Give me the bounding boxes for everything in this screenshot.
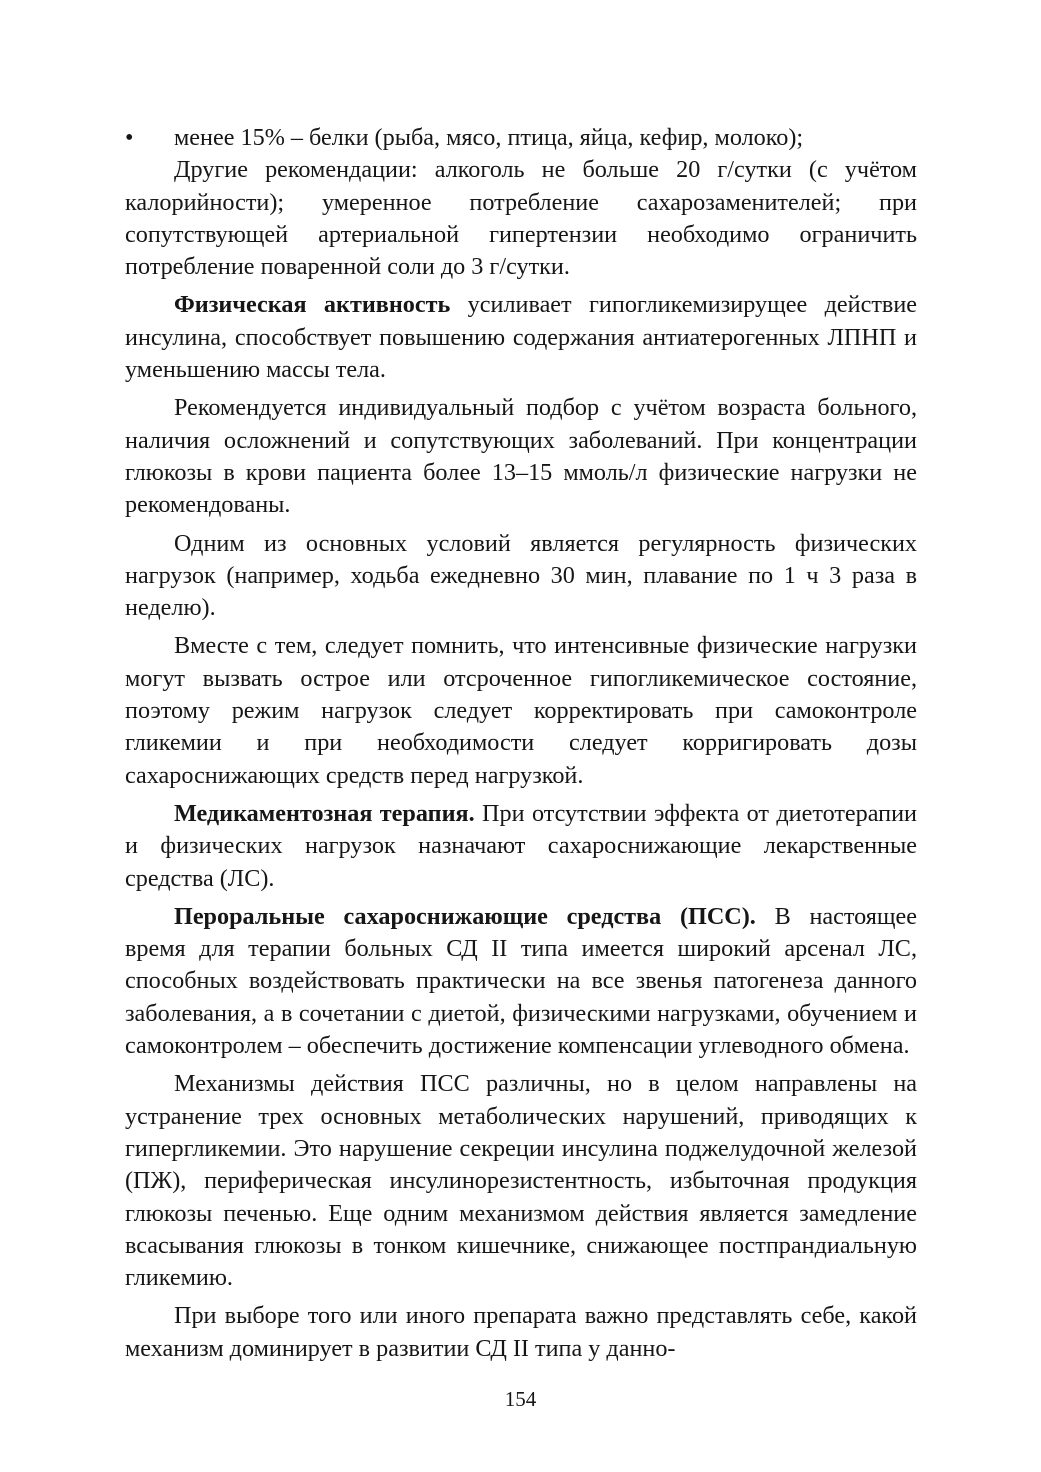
paragraph-text: Механизмы действия ПСС различны, но в целом направлены на устранение трех основных метаболических нарушений, приводящих к гипергликемии. Это нарушение секреции инсулина поджелудочной железой (ПЖ), периферическая инсулинорезистентность, избыточная продукция глюкозы печенью. Еще одним механизмом действия является замедление всасывания глюкозы в тонком кишечнике, снижающее постпрандиальную гликемию. (125, 1070, 917, 1292)
paragraph-heading: Физическая активность (174, 291, 451, 319)
paragraph-regularity (125, 528, 917, 625)
paragraph-text: Вместе с тем, следует помнить, что интенсивные физические нагрузки могут вызвать острое или отсроченное гипогликемическое состояние, поэтому режим нагрузок следует корректировать при самоконтроле гликемии и при необходимости следует корригировать дозы сахароснижающих средств перед нагрузкой. (125, 632, 917, 789)
paragraph-text: усиливает гипогликемизирущее действие инсулина, способствует повышению содержания антиатерогенных ЛПНП и уменьшению массы тела. (125, 291, 918, 384)
paragraph-text: При выборе того или иного препарата важно представлять себе, какой механизм доминирует в развитии СД II типа у данно- (125, 1302, 917, 1362)
paragraph-mechanisms (125, 1068, 917, 1294)
paragraph-oral-agents (125, 901, 917, 1062)
paragraph-drug-therapy (125, 798, 917, 895)
bullet-item (125, 122, 917, 154)
paragraph-text: В настоящее время для терапии больных СД II типа имеется широкий арсенал ЛС, способных воздействовать практически на все звенья патогенеза данного заболевания, а в сочетании с диетой, физическими нагрузками, обучением и самоконтролем – обеспечить достижение компенсации углеводного обмена. (125, 902, 917, 1060)
paragraph-text: Одним из основных условий является регулярность физических нагрузок (например, ходьба ежедневно 30 мин, плавание по 1 ч 3 раза в неделю). (125, 529, 917, 622)
paragraph-heading: Медикаментозная терапия. (174, 799, 475, 827)
paragraph-drug-choice (125, 1300, 917, 1365)
paragraph-text: Рекомендуется индивидуальный подбор с учётом возраста больного, наличия осложнений и сопутствующих заболеваний. При концентрации глюкозы в крови пациента более 13–15 ммоль/л физические нагрузки не рекомендованы. (125, 394, 917, 519)
paragraph-other-recommendations (125, 154, 917, 283)
bullet-marker: • (125, 124, 134, 151)
paragraph-text: Другие рекомендации: алкоголь не больше 20 г/сутки (с учётом калорийности); умеренное потребление сахарозаменителей; при сопутствующей артериальной гипертензии необходимо ограничить потребление поваренной соли до 3 г/сутки. (125, 156, 917, 281)
page-body (125, 122, 917, 1365)
paragraph-individual-selection (125, 392, 917, 521)
paragraph-heading: Пероральные сахароснижающие средства (ПСС). (174, 902, 756, 930)
paragraph-hypoglycemia-warning (125, 630, 917, 791)
page-number: 154 (504, 1387, 537, 1411)
paragraph-physical-activity (125, 289, 917, 386)
bullet-text: менее 15% – белки (рыба, мясо, птица, яйца, кефир, молоко); (174, 124, 804, 151)
paragraph-text: При отсутствии эффекта от диетотерапии и физических нагрузок назначают сахароснижающие лекарственные средства (ЛС). (125, 799, 918, 892)
